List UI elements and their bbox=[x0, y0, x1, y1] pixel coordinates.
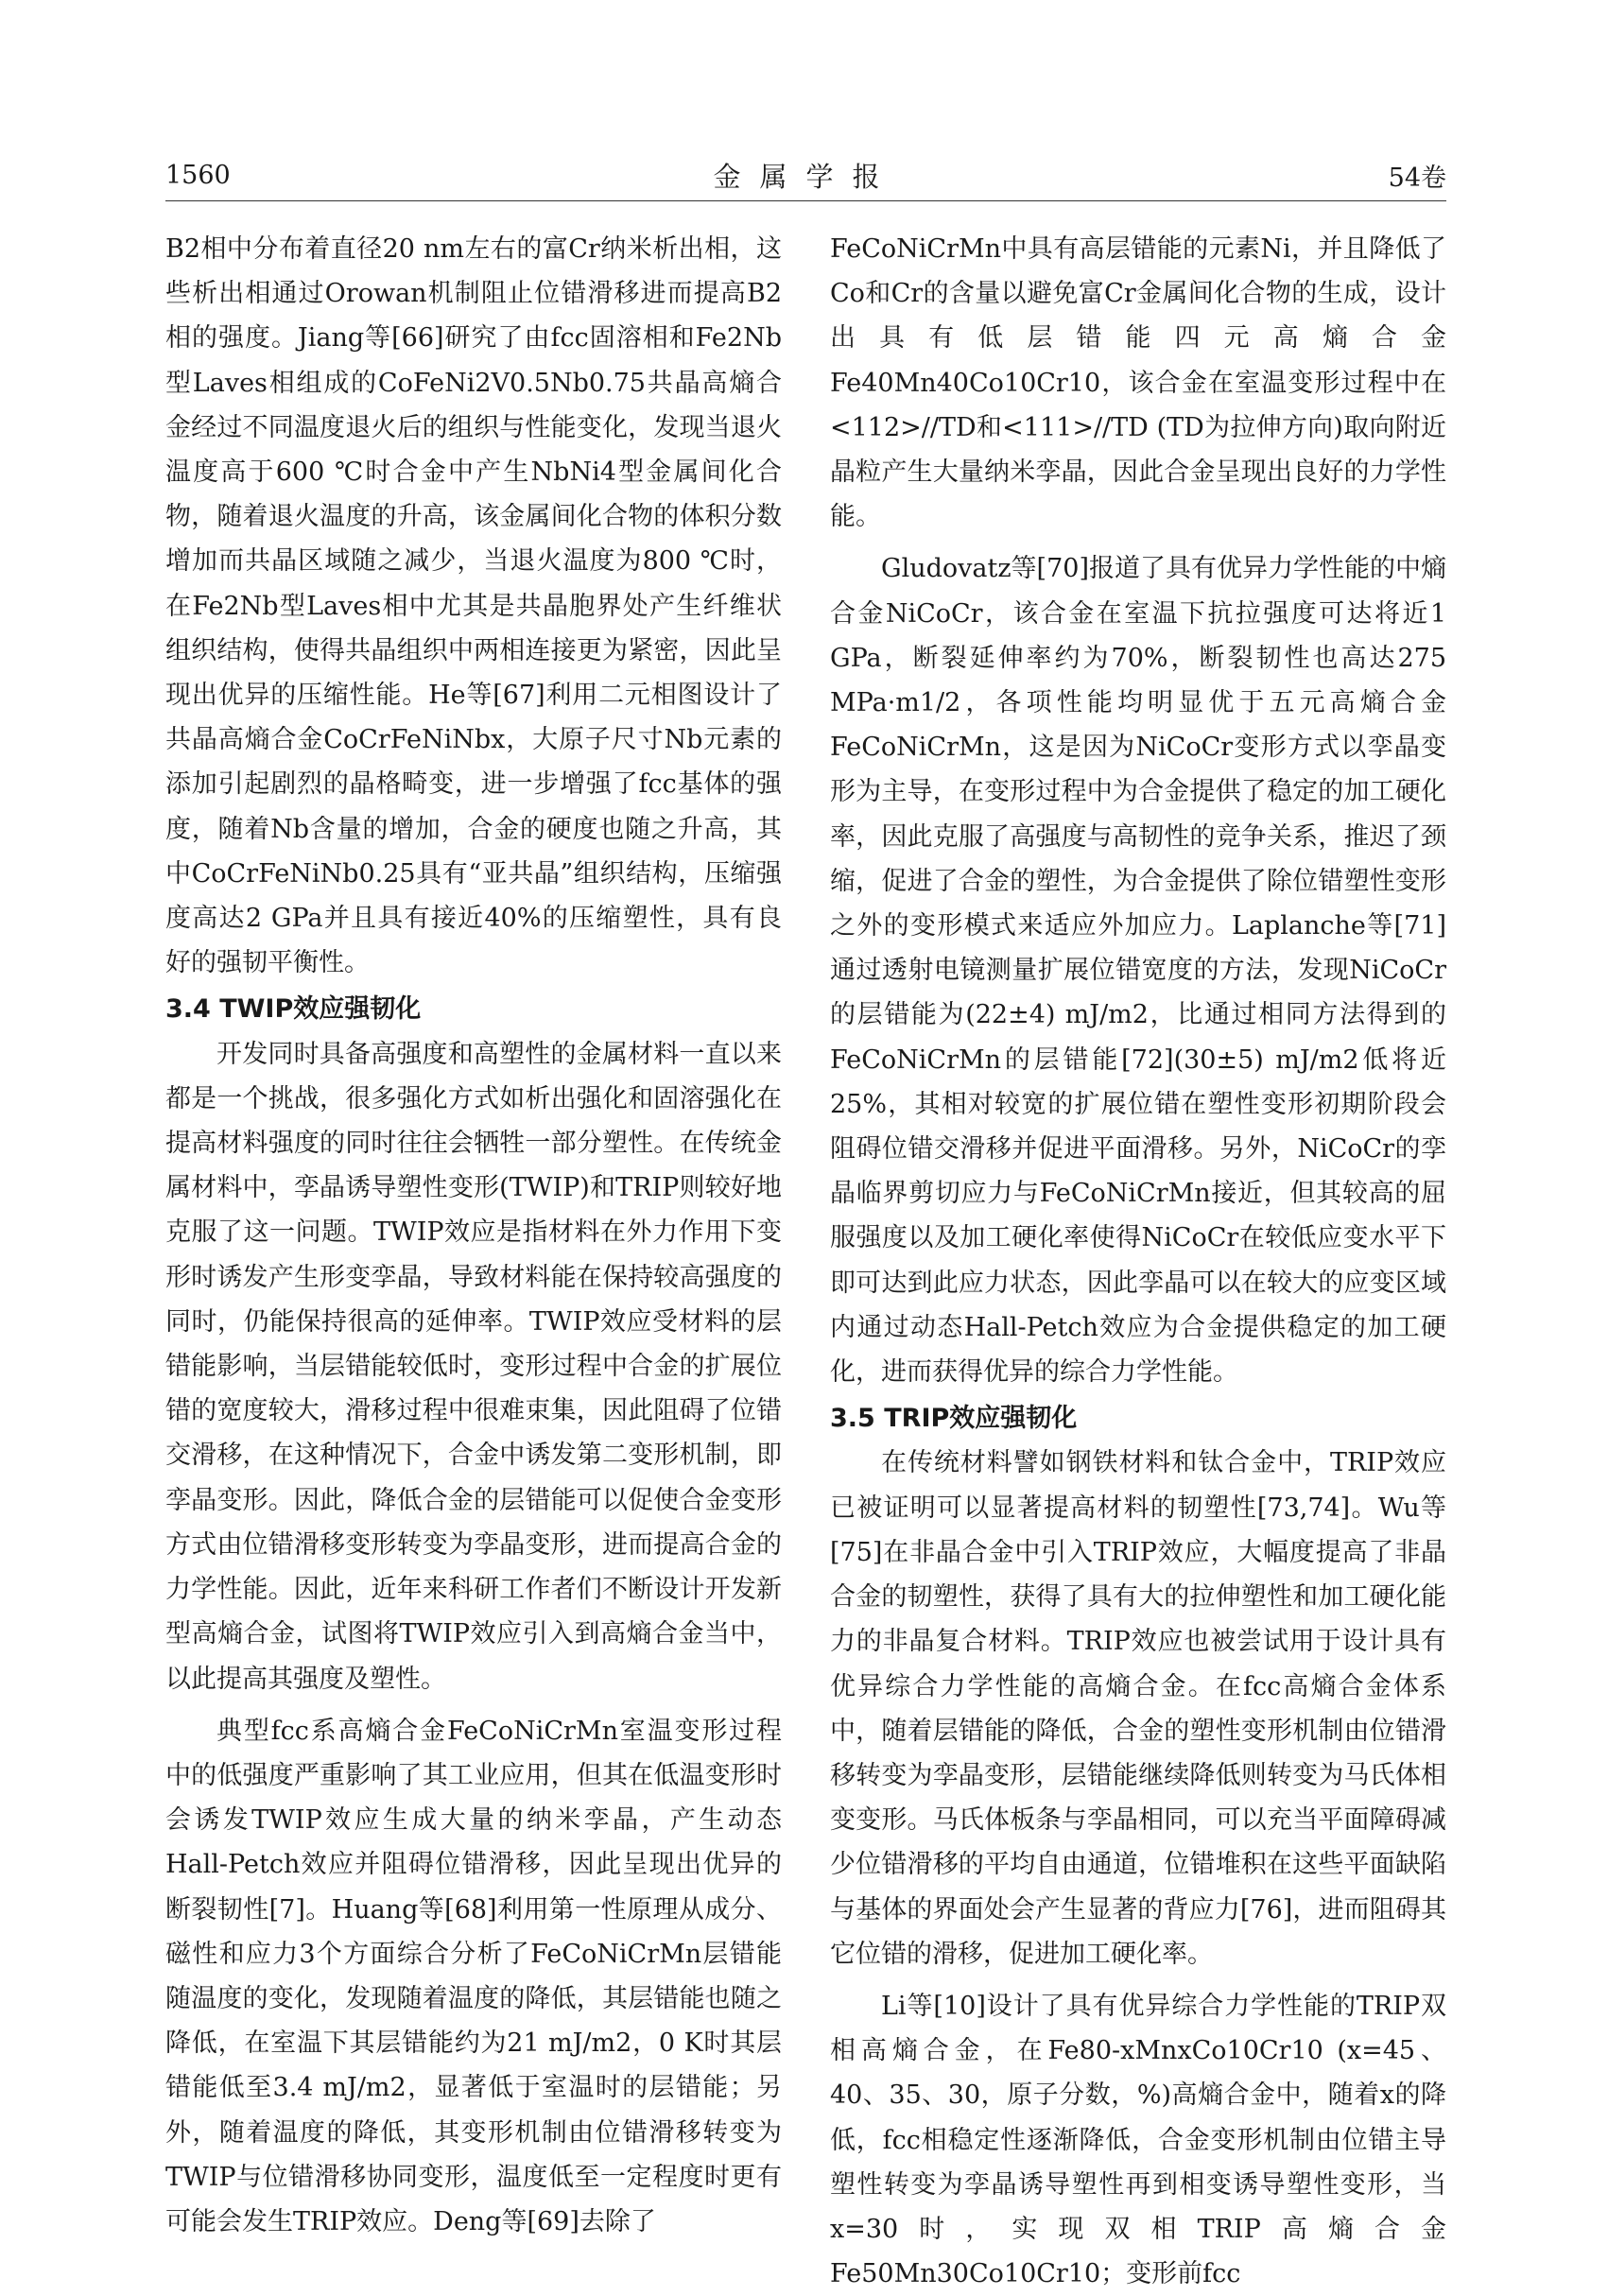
running-header bbox=[165, 156, 1446, 194]
paragraph: 在传统材料譬如钢铁材料和钛合金中，TRIP效应已被证明可以显著提高材料的韧塑性[73,74]。Wu等[75]在非晶合金中引入TRIP效应，大幅度提高了非晶合金的韧塑性，获得了具有大的拉伸塑性和加工硬化能力的非晶复合材料。TRIP效应也被尝试用于设计具有优异综合力学性能的高熵合金。在fcc高熵合金体系中，随着层错能的降低，合金的塑性变形机制由位错滑移转变为孪晶变形，层错能继续降低则转变为马氏体相变变形。马氏体板条与孪晶相同，可以充当平面障碍减少位错滑移的平均自由通道，位错堆积在这些平面缺陷与基体的界面处会产生显著的背应力[76]，进而阻碍其它位错的滑移，促进加工硬化率。 bbox=[830, 1448, 1446, 1969]
section-heading-trip: 3.5 TRIP效应强韧化 bbox=[830, 1404, 1078, 1434]
paragraph: Li等[10]设计了具有优异综合力学性能的TRIP双相高熵合金，在Fe80-xMnxCo10Cr10 (x=45、40、35、30，原子分数，%)高熵合金中，随着x的降低，fcc相稳定性逐渐降低，合金变形机制由位错主导塑性转变为孪晶诱导塑性再到相变诱导塑性变形，当x=30时，实现双相TRIP高熵合金Fe50Mn30Co10Cr10；变形前fcc bbox=[830, 1991, 1446, 2289]
left-column bbox=[165, 227, 782, 2244]
paragraph: 开发同时具备高强度和高塑性的金属材料一直以来都是一个挑战，很多强化方式如析出强化和固溶强化在提高材料强度的同时往往会牺牲一部分塑性。在传统金属材料中，孪晶诱导塑性变形(TWIP)和TRIP则较好地克服了这一问题。TWIP效应是指材料在外力作用下变形时诱发产生形变孪晶，导致材料能在保持较高强度的同时，仍能保持很高的延伸率。TWIP效应受材料的层错能影响，当层错能较低时，变形过程中合金的扩展位错的宽度较大，滑移过程中很难束集，因此阻碍了位错交滑移，在这种情况下，合金中诱发第二变形机制，即孪晶变形。因此，降低合金的层错能可以促使合金变形方式由位错滑移变形转变为孪晶变形，进而提高合金的力学性能。因此，近年来科研工作者们不断设计开发新型高熵合金，试图将TWIP效应引入到高熵合金当中，以此提高其强度及塑性。 bbox=[165, 1039, 782, 1694]
right-column bbox=[830, 227, 1446, 2296]
paragraph: Gludovatz等[70]报道了具有优异力学性能的中熵合金NiCoCr，该合金在室温下抗拉强度可达将近1 GPa，断裂延伸率约为70%，断裂韧性也高达275 MPa·m1/2，各项性能均明显优于五元高熵合金FeCoNiCrMn，这是因为NiCoCr变形方式以孪晶变形为主导，在变形过程中为合金提供了稳定的加工硬化率，因此克服了高强度与高韧性的竞争关系，推迟了颈缩，促进了合金的塑性，为合金提供了除位错塑性变形之外的变形模式来适应外加应力。Laplanche等[71]通过透射电镜测量扩展位错宽度的方法，发现NiCoCr的层错能为(22±4) mJ/m2，比通过相同方法得到的FeCoNiCrMn的层错能[72](30±5) mJ/m2低将近25%，其相对较宽的扩展位错在塑性变形初期阶段会阻碍位错交滑移并促进平面滑移。另外，NiCoCr的孪晶临界剪切应力与FeCoNiCrMn接近，但其较高的屈服强度以及加工硬化率使得NiCoCr在较低应变水平下即可达到此应力状态，因此孪晶可以在较大的应变区域内通过动态Hall-Petch效应为合金提供稳定的加工硬化，进而获得优异的综合力学性能。 bbox=[830, 554, 1446, 1388]
paragraph: 典型fcc系高熵合金FeCoNiCrMn室温变形过程中的低强度严重影响了其工业应用，但其在低温变形时会诱发TWIP效应生成大量的纳米孪晶，产生动态Hall-Petch效应并阻碍位错滑移，因此呈现出优异的断裂韧性[7]。Huang等[68]利用第一性原理从成分、磁性和应力3个方面综合分析了FeCoNiCrMn层错能随温度的变化，发现随着温度的降低，其层错能也随之降低，在室温下其层错能约为21 mJ/m2，0 K时其层错能低至3.4 mJ/m2，显著低于室温时的层错能；另外，随着温度的降低，其变形机制由位错滑移转变为TWIP与位错滑移协同变形，温度低至一定程度时更有可能会发生TRIP效应。Deng等[69]去除了 bbox=[165, 1716, 782, 2236]
section-heading-twip: 3.4 TWIP效应强韧化 bbox=[165, 994, 422, 1025]
page-number: 1560 bbox=[165, 160, 231, 190]
journal-title: 金属学报 bbox=[713, 160, 899, 193]
paragraph: FeCoNiCrMn中具有高层错能的元素Ni，并且降低了Co和Cr的含量以避免富Cr金属间化合物的生成，设计出具有低层错能四元高熵合金Fe40Mn40Co10Cr10，该合金在室温变形过程中在<112>//TD和<111>//TD (TD为拉伸方向)取向附近晶粒产生大量纳米孪晶，因此合金呈现出良好的力学性能。 bbox=[830, 234, 1446, 532]
header-rule bbox=[165, 200, 1446, 201]
volume-label: 54卷 bbox=[1388, 163, 1446, 193]
paragraph: B2相中分布着直径20 nm左右的富Cr纳米析出相，这些析出相通过Orowan机制阻止位错滑移进而提高B2相的强度。Jiang等[66]研究了由fcc固溶相和Fe2Nb型Laves相组成的CoFeNi2V0.5Nb0.75共晶高熵合金经过不同温度退火后的组织与性能变化，发现当退火温度高于600 ℃时合金中产生NbNi4型金属间化合物，随着退火温度的升高，该金属间化合物的体积分数增加而共晶区域随之减少，当退火温度为800 ℃时，在Fe2Nb型Laves相中尤其是共晶胞界处产生纤维状组织结构，使得共晶组织中两相连接更为紧密，因此呈现出优异的压缩性能。He等[67]利用二元相图设计了共晶高熵合金CoCrFeNiNbx，大原子尺寸Nb元素的添加引起剧烈的晶格畸变，进一步增强了fcc基体的强度，随着Nb含量的增加，合金的硬度也随之升高，其中CoCrFeNiNb0.25具有“亚共晶”组织结构，压缩强度高达2 GPa并且具有接近40%的压缩塑性，具有良好的强韧平衡性。 bbox=[165, 234, 782, 978]
